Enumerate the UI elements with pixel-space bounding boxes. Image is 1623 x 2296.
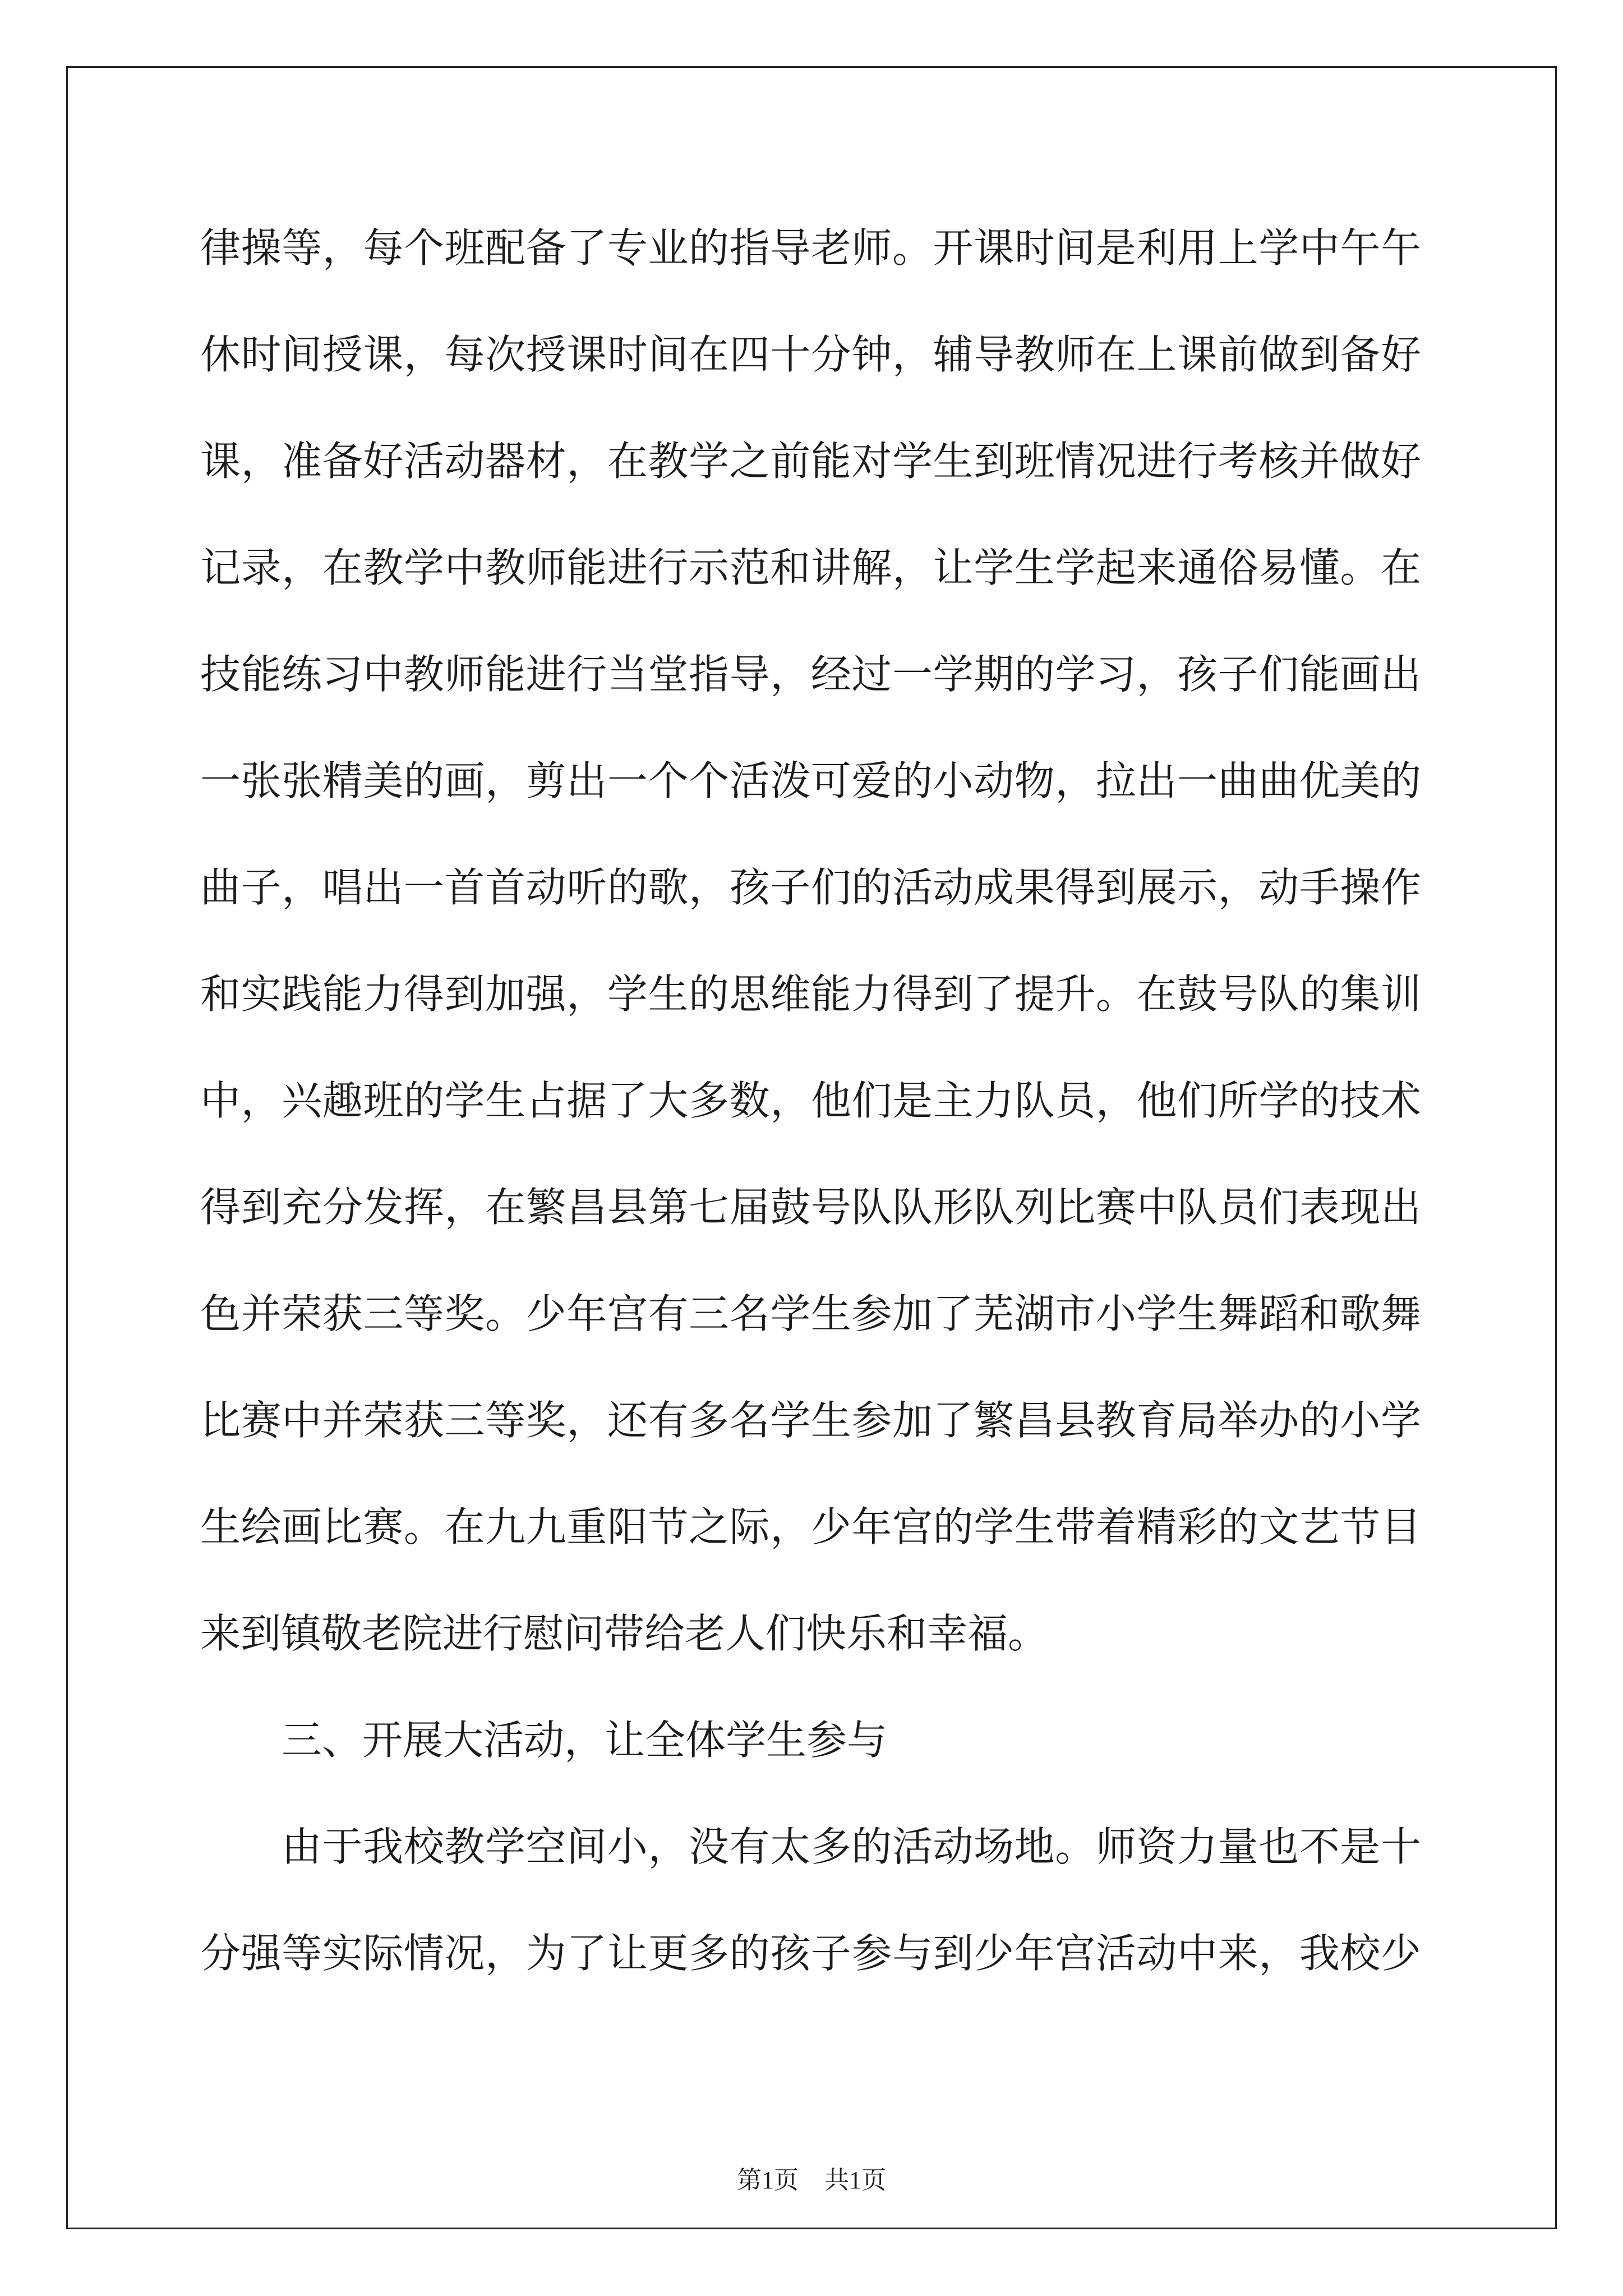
document-body [200, 195, 1421, 2007]
section-heading [200, 1687, 1421, 1794]
text-line: 和实践能力得到加强，学生的思维能力得到了提升。在鼓号队的集训 [200, 972, 1421, 1017]
text-line: 曲子，唱出一首首动听的歌，孩子们的活动成果得到展示，动手操作 [200, 866, 1421, 910]
text-line-last: 来到镇敬老院进行慰问带给老人们快乐和幸福。 [200, 1612, 1049, 1657]
text-line: 由于我校教学空间小，没有太多的活动场地。师资力量也不是十 [282, 1825, 1421, 1870]
page-count: 共1页 [824, 2166, 886, 2194]
text-line: 技能练习中教师能进行当堂指导，经过一学期的学习，孩子们能画出 [200, 652, 1421, 697]
text-line: 分强等实际情况，为了让更多的孩子参与到少年宫活动中来，我校少 [200, 1931, 1421, 1976]
text-line: 休时间授课，每次授课时间在四十分钟，辅导教师在上课前做到备好 [200, 333, 1421, 378]
paragraph-activities-results [200, 195, 1421, 1687]
text-line: 得到充分发挥，在繁昌县第七届鼓号队队形队列比赛中队员们表现出 [200, 1185, 1421, 1230]
text-line: 生绘画比赛。在九九重阳节之际，少年宫的学生带着精彩的文艺节目 [200, 1505, 1421, 1550]
text-line: 律操等，每个班配备了专业的指导老师。开课时间是利用上学中午午 [200, 226, 1421, 271]
text-line: 比赛中并荣获三等奖，还有多名学生参加了繁昌县教育局举办的小学 [200, 1398, 1421, 1443]
paragraph-space-constraints [200, 1794, 1421, 2007]
text-line: 色并荣获三等奖。少年宫有三名学生参加了芜湖市小学生舞蹈和歌舞 [200, 1292, 1421, 1337]
text-line: 课，准备好活动器材，在教学之前能对学生到班情况进行考核并做好 [200, 439, 1421, 484]
page-footer [0, 2164, 1623, 2197]
page-number: 第1页 [737, 2166, 799, 2194]
text-line: 中，兴趣班的学生占据了大多数，他们是主力队员，他们所学的技术 [200, 1079, 1421, 1124]
section-heading-text: 三、开展大活动，让全体学生参与 [282, 1718, 888, 1763]
text-line: 记录，在教学中教师能进行示范和讲解，让学生学起来通俗易懂。在 [200, 546, 1421, 591]
text-line: 一张张精美的画，剪出一个个活泼可爱的小动物，拉出一曲曲优美的 [200, 759, 1421, 804]
